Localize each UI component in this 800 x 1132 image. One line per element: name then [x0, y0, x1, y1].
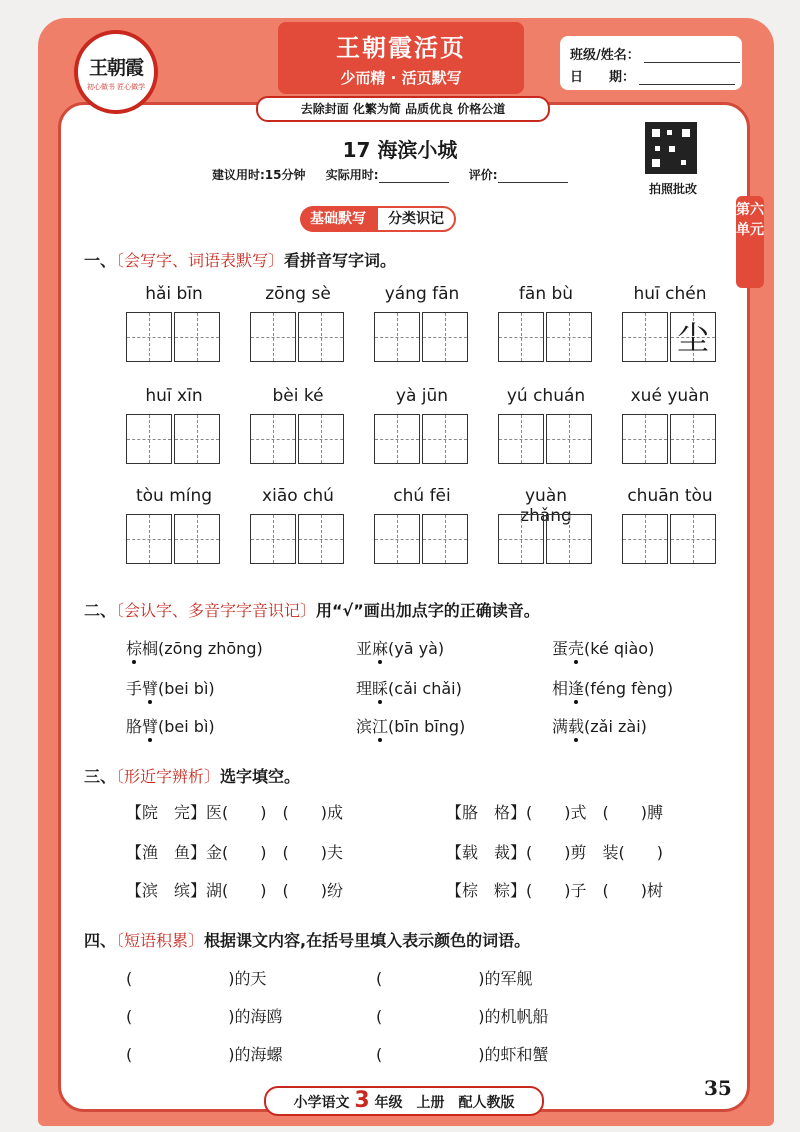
section-tag [300, 206, 456, 232]
pinyin-label: zōng sè [265, 284, 331, 304]
written-char [299, 515, 343, 563]
char-choice-item[interactable]: 【渔 鱼】金( ) ( )夫 [126, 843, 343, 862]
evaluation-label: 评价: [468, 168, 498, 182]
char-choice-item[interactable]: 【载 裁】( )剪 装( ) [446, 843, 663, 862]
writing-cell[interactable] [126, 414, 172, 464]
question-text: 用“√”画出加点字的正确读音。 [316, 601, 540, 620]
writing-grid [126, 414, 222, 466]
word-char: 蛋 [552, 639, 569, 658]
class-name-label: 班级/姓名： [570, 48, 640, 63]
question-number: 一、 [84, 251, 117, 270]
writing-cell[interactable] [298, 312, 344, 362]
writing-grid [250, 514, 346, 566]
char-choice-item[interactable]: 【院 完】医( ) ( )成 [126, 803, 343, 822]
writing-cell[interactable] [126, 514, 172, 564]
dotted-char: 壳 [568, 639, 585, 658]
written-char [671, 415, 715, 463]
writing-grid [374, 514, 470, 566]
written-char [175, 515, 219, 563]
writing-cell[interactable] [622, 312, 668, 362]
writing-cell[interactable] [670, 514, 716, 564]
slogan-bar: 去除封面 化繁为简 品质优良 价格公道 [256, 96, 550, 122]
dotted-char: 江 [372, 717, 389, 736]
date-label: 日 期： [570, 70, 636, 85]
written-char [423, 313, 467, 361]
written-char [299, 415, 343, 463]
actual-time-field[interactable] [379, 170, 449, 183]
brand-logo [74, 30, 158, 114]
color-word-item[interactable]: ( )的军舰 [376, 969, 533, 988]
color-word-item[interactable]: ( )的虾和蟹 [376, 1045, 549, 1064]
pinyin-label: bèi ké [272, 386, 324, 406]
brand-title: 王朝霞活页 [336, 33, 466, 62]
writing-cell[interactable] [174, 514, 220, 564]
written-char [623, 313, 667, 361]
written-char [499, 515, 543, 563]
writing-cell[interactable] [622, 514, 668, 564]
written-char [547, 313, 591, 361]
footer-subject: 小学语文 [293, 1095, 350, 1111]
question-tag: 〔形近字辨析〕 [116, 767, 221, 786]
question-number: 二、 [84, 601, 117, 620]
writing-cell[interactable] [422, 514, 468, 564]
char-choice-item[interactable]: 【棕 粽】( )子 ( )树 [446, 881, 663, 900]
writing-cell[interactable] [250, 312, 296, 362]
pronunciation-item [552, 714, 647, 737]
writing-cell[interactable] [546, 312, 592, 362]
qr-code-icon[interactable] [645, 122, 697, 174]
writing-cell[interactable] [298, 414, 344, 464]
writing-cell[interactable] [422, 312, 468, 362]
pronunciation-item [356, 714, 465, 737]
reading-options[interactable]: (zōng zhōng) [158, 639, 263, 658]
writing-cell[interactable] [546, 414, 592, 464]
color-word-item[interactable]: ( )的机帆船 [376, 1007, 549, 1026]
reading-options[interactable]: (ké qiào) [584, 639, 655, 658]
written-char [499, 313, 543, 361]
pinyin-label: fān bù [518, 284, 574, 304]
pinyin-label: tòu míng [135, 486, 213, 506]
written-char [127, 415, 171, 463]
writing-cell[interactable] [670, 414, 716, 464]
reading-options[interactable]: (féng fèng) [584, 679, 674, 698]
writing-cell[interactable] [622, 414, 668, 464]
dotted-char: 睬 [372, 679, 389, 698]
pinyin-label: chú fēi [393, 486, 451, 506]
written-char [175, 415, 219, 463]
writing-cell[interactable] [498, 414, 544, 464]
word-char: 满 [552, 717, 569, 736]
pinyin-label: huī xīn [145, 386, 203, 406]
brand-subtitle: 少而精 · 活页默写 [340, 69, 462, 87]
question-tag: 〔会认字、多音字字音识记〕 [116, 601, 317, 620]
char-choice-item[interactable]: 【滨 缤】湖( ) ( )纷 [126, 881, 343, 900]
pronunciation-item [552, 676, 673, 699]
writing-grid [622, 414, 718, 466]
written-char [375, 515, 419, 563]
writing-grid [374, 414, 470, 466]
written-char [375, 415, 419, 463]
pinyin-label: chuān tòu [627, 486, 713, 506]
written-char [127, 313, 171, 361]
question-text: 选字填空。 [220, 767, 301, 786]
written-char [423, 515, 467, 563]
timing-row [212, 166, 568, 183]
written-char [547, 515, 591, 563]
evaluation-field[interactable] [498, 170, 568, 183]
writing-cell[interactable] [250, 514, 296, 564]
writing-cell[interactable] [374, 312, 420, 362]
writing-grid [126, 514, 222, 566]
writing-cell[interactable] [498, 514, 544, 564]
writing-grid [622, 514, 718, 566]
word-char: 棕 [126, 639, 143, 658]
unit-side-tab: 第六单元 [736, 196, 764, 288]
color-word-item[interactable]: ( )的海鸥 [126, 1007, 283, 1026]
writing-grid [374, 312, 470, 364]
dotted-char: 臂 [142, 679, 159, 698]
qr-label: 拍照批改 [648, 182, 697, 196]
pinyin-label: yú chuán [506, 386, 586, 406]
suggested-time: 建议用时:15分钟 [212, 168, 306, 182]
question-number: 三、 [84, 767, 117, 786]
writing-cell[interactable] [670, 312, 716, 362]
pinyin-label: hǎi bīn [145, 284, 203, 304]
dotted-char: 臂 [142, 717, 159, 736]
reading-options[interactable]: (bīn bīng) [388, 717, 466, 736]
pinyin-label: xué yuàn [630, 386, 710, 406]
writing-cell[interactable] [498, 312, 544, 362]
question-1-heading [84, 248, 396, 271]
written-char [499, 415, 543, 463]
pinyin-label: yà jūn [395, 386, 449, 406]
logo-subtext: 初心做书 匠心做学 [86, 82, 146, 91]
question-tag: 〔短语积累〕 [116, 931, 205, 950]
writing-cell[interactable] [250, 414, 296, 464]
written-char [423, 415, 467, 463]
word-char: 胳 [126, 717, 143, 736]
written-char: 尘 [676, 319, 709, 357]
writing-cell[interactable] [174, 414, 220, 464]
written-char [671, 515, 715, 563]
actual-time-label: 实际用时: [325, 168, 379, 182]
pinyin-label: yuàn zhǎng [520, 486, 572, 526]
word-char: 滨 [356, 717, 373, 736]
question-text: 看拼音写字词。 [284, 251, 397, 270]
pronunciation-item [126, 636, 263, 659]
writing-cell[interactable] [374, 414, 420, 464]
word-char: 相 [552, 679, 569, 698]
writing-grid [498, 312, 594, 364]
reading-options[interactable]: (bei bì) [158, 679, 215, 698]
writing-grid [498, 514, 594, 566]
dotted-char: 逢 [568, 679, 585, 698]
question-2-heading [84, 598, 540, 621]
writing-grid [622, 312, 718, 364]
char-choice-item[interactable]: 【胳 格】( )式 ( )膊 [446, 803, 663, 822]
section-tag-primary: 基础默写 [300, 206, 376, 232]
color-word-item[interactable]: ( )的海螺 [126, 1045, 283, 1064]
class-name-field[interactable] [644, 50, 740, 63]
question-text: 根据课文内容,在括号里填入表示颜色的词语。 [204, 931, 531, 950]
reading-options[interactable]: (zǎi zài) [584, 717, 647, 736]
pinyin-label: yáng fān [384, 284, 460, 304]
pronunciation-item [356, 636, 444, 659]
writing-cell[interactable] [422, 414, 468, 464]
written-char [127, 515, 171, 563]
written-char [375, 313, 419, 361]
date-row [570, 66, 735, 85]
dotted-char: 载 [568, 717, 585, 736]
question-tag: 〔会写字、词语表默写〕 [116, 251, 285, 270]
writing-cell[interactable] [174, 312, 220, 362]
writing-cell[interactable] [546, 514, 592, 564]
writing-grid [498, 414, 594, 466]
written-char [175, 313, 219, 361]
writing-cell[interactable] [374, 514, 420, 564]
dotted-char: 榈 [142, 639, 159, 658]
logo-text: 王朝霞 [88, 56, 143, 79]
written-char [623, 515, 667, 563]
footer-badge [264, 1086, 544, 1116]
pronunciation-item [126, 676, 215, 699]
date-field[interactable] [639, 72, 735, 85]
page-number: 35 [704, 1076, 732, 1100]
pinyin-label: xiāo chú [262, 486, 334, 506]
section-tag-secondary: 分类识记 [376, 206, 456, 232]
written-char [251, 313, 295, 361]
written-char [547, 415, 591, 463]
word-char: 亚 [356, 639, 373, 658]
lesson-title: 17 海滨小城 [342, 138, 458, 162]
written-char [623, 415, 667, 463]
reading-options[interactable]: (cǎi chǎi) [388, 679, 462, 698]
brand-banner [278, 22, 524, 94]
reading-options[interactable]: (yā yà) [388, 639, 445, 658]
word-char: 手 [126, 679, 143, 698]
written-char [251, 515, 295, 563]
word-char: 理 [356, 679, 373, 698]
written-char [299, 313, 343, 361]
question-3-heading [84, 764, 300, 787]
pronunciation-item [356, 676, 462, 699]
writing-grid [250, 312, 346, 364]
dotted-char: 麻 [372, 639, 389, 658]
question-4-heading [84, 928, 530, 951]
student-info-box [560, 36, 742, 90]
writing-cell[interactable] [126, 312, 172, 362]
writing-cell[interactable] [298, 514, 344, 564]
writing-grid [126, 312, 222, 364]
pinyin-label: huī chén [633, 284, 707, 304]
footer-grade: 3 [354, 1088, 370, 1113]
pronunciation-item [552, 636, 654, 659]
color-word-item[interactable]: ( )的天 [126, 969, 267, 988]
reading-options[interactable]: (bei bì) [158, 717, 215, 736]
question-number: 四、 [84, 931, 117, 950]
class-name-row [570, 44, 740, 63]
writing-grid [250, 414, 346, 466]
footer-edition: 年级 上册 配人教版 [374, 1095, 515, 1111]
written-char [251, 415, 295, 463]
pronunciation-item [126, 714, 215, 737]
